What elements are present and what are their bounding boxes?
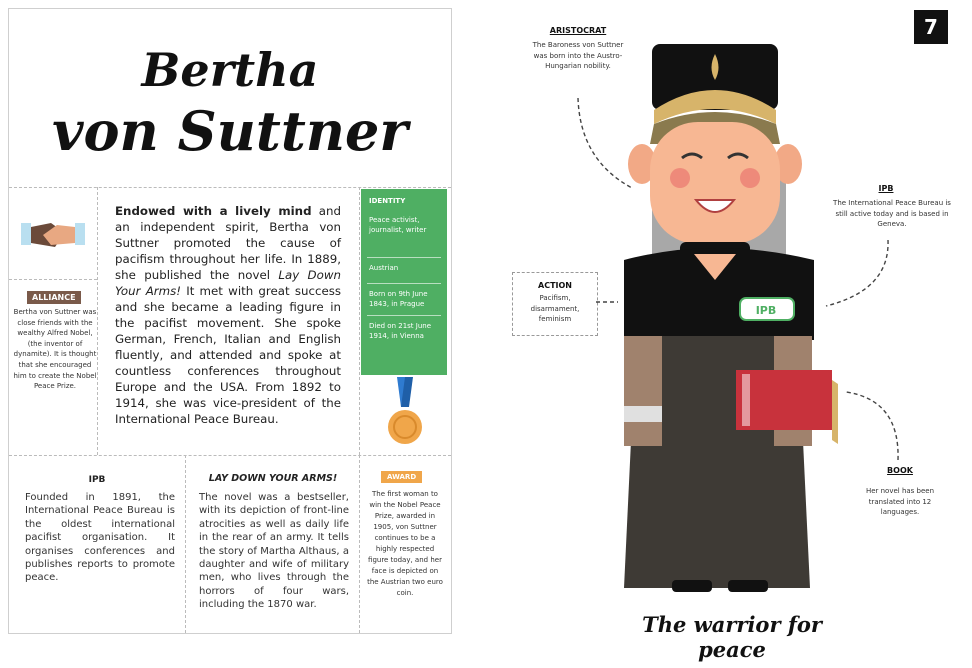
title-last-name: von Suttner [52, 99, 408, 163]
identity-separator [367, 257, 441, 258]
biography-part-1: and an independent spirit, Bertha von Suttner promoted the cause of pacifism throughout her life. In 1889, she published the novel [115, 204, 341, 282]
action-title: ACTION [538, 281, 572, 290]
identity-box [361, 189, 447, 375]
ipb-badge: IPB [755, 304, 777, 317]
action-text: Pacifism, disarmament, feminism [530, 294, 580, 323]
identity-born: Born on 9th June 1843, in Prague [369, 290, 428, 308]
left-page-panel [8, 8, 452, 634]
alliance-label: ALLIANCE [27, 291, 81, 304]
identity-separator [367, 315, 441, 316]
divider [9, 187, 451, 188]
divider [185, 455, 186, 633]
alliance-text: Bertha von Suttner was close friends with the wealthy Alfred Nobel, (the inventor of dynamite). It is thought that she encouraged him to create the Nobel Peace Prize. [13, 308, 97, 391]
book-title: Lay Down Your Arms! [115, 268, 341, 298]
title-first-name: Bertha [141, 43, 319, 97]
award-label: AWARD [381, 471, 422, 483]
lay-down-title: LAY DOWN YOUR ARMS! [208, 473, 338, 484]
aristocrat-title: ARISTOCRAT [549, 26, 607, 35]
identity-title: IDENTITY [369, 197, 406, 205]
ipb-annotation-text: The International Peace Bureau is still active today and is based in Geneva. [833, 199, 951, 228]
identity-separator [367, 283, 441, 284]
bertha-illustration [596, 40, 846, 596]
lay-down-text: The novel was a bestseller, with its depiction of front-line atrocities as well as daily life in the rear of an army. It tells the story of Martha Althaus, a daughter and wife of military men, who lives through the horrors of four wars, including the 1870 war. [199, 492, 349, 611]
medal-icon [385, 377, 425, 449]
ipb-box-title: IPB [88, 475, 106, 485]
ipb-annotation-title: IPB [878, 184, 894, 193]
award-text: The first woman to win the Nobel Peace Prize, awarded in 1905, von Suttner continues to be a highly respected figure today, and her face is depicted on the Austrian two euro coin. [367, 490, 443, 597]
page-number: 7 [914, 10, 948, 44]
divider [359, 455, 360, 633]
divider [359, 187, 360, 455]
book-annotation-text: Her novel has been translated into 12 languages. [865, 487, 935, 516]
divider [9, 279, 97, 280]
identity-died: Died on 21st June 1914, in Vienna [369, 322, 432, 340]
identity-nationality: Austrian [369, 264, 399, 272]
ipb-box-text: Founded in 1891, the International Peace Bureau is the oldest international pacifist organisation. It organises conferences and publishes reports to promote peace. [25, 492, 175, 584]
biography-lead: Endowed with a lively mind [115, 204, 312, 218]
divider [9, 455, 451, 456]
book-annotation-title: BOOK [887, 466, 913, 475]
aristocrat-text: The Baroness von Suttner was born into the Austro-Hungarian nobility. [532, 41, 624, 70]
handshake-icon [21, 213, 85, 257]
biography-text [115, 203, 341, 427]
identity-occupation: Peace activist, journalist, writer [369, 216, 427, 234]
tagline: The warrior for peace [642, 612, 822, 662]
biography-part-2: It met with great success and she became a leading figure in the pacifist movement. She spoke German, French, Italian and English fluently, and attended and spoke at countless conferences throughout Europe and the USA. From 1892 to 1914, she was vice-president of the International Peace Bureau. [115, 284, 341, 426]
